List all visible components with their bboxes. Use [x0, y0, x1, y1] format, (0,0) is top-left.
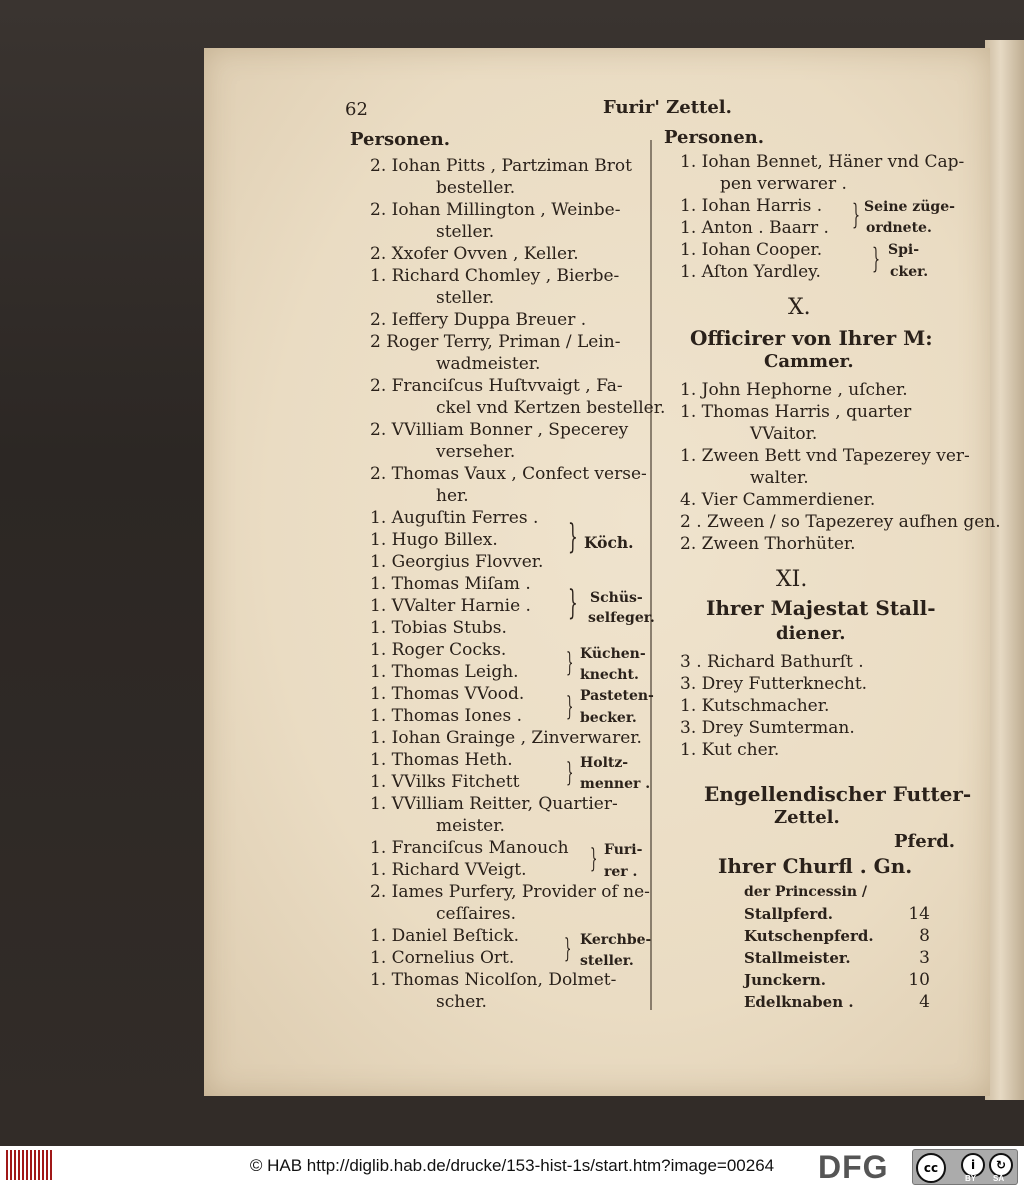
entry-line: 1. Hugo Billex.: [370, 530, 498, 550]
entry-line: 1. John Hephorne , uſcher.: [680, 380, 908, 400]
entry-continuation: her.: [436, 486, 469, 506]
entry-line: 1. Thomas VVood.: [370, 684, 525, 704]
brace-label: steller.: [580, 953, 634, 969]
entry-line: 3 . Richard Bathurſt .: [680, 652, 864, 672]
entry-line: 1. Zween Bett vnd Tapezerey ver-: [680, 446, 970, 466]
entry-line: 1. Thomas Iones .: [370, 706, 523, 726]
brace-glyph: }: [568, 517, 578, 557]
section-xi-subtitle: diener.: [776, 623, 846, 644]
cc-icon: cc: [916, 1153, 946, 1183]
brace-label: Seine züge-: [864, 199, 955, 215]
entry-line: 3. Drey Sumterman.: [680, 718, 855, 738]
entry-line: 1. Thomas Harris , quarter: [680, 402, 912, 422]
futter-subheading: Ihrer Churfl . Gn.: [718, 854, 913, 878]
entry-line: 1. Aſton Yardley.: [680, 262, 821, 282]
brace-label: Küchen-: [580, 646, 646, 662]
brace-glyph: }: [852, 198, 861, 231]
futter-row-value: 14: [908, 904, 930, 924]
futter-title: Engellendischer Futter-: [704, 782, 972, 806]
entry-line: 1. Iohan Harris .: [680, 196, 823, 216]
entry-line: 1. Thomas Nicolſon, Dolmet-: [370, 970, 617, 990]
entry-line: 2. Ieffery Duppa Breuer .: [370, 310, 587, 330]
entry-continuation: ceſſaires.: [436, 904, 517, 924]
entry-continuation: verseher.: [436, 442, 516, 462]
entry-line: 2 Roger Terry, Priman / Lein-: [370, 332, 621, 352]
license-by-label: BY: [965, 1174, 977, 1183]
entry-continuation: steller.: [436, 288, 495, 308]
entry-continuation: besteller.: [436, 178, 516, 198]
futter-row-value: 3: [919, 948, 930, 968]
brace-glyph: }: [566, 758, 574, 788]
right-heading: Personen.: [664, 127, 765, 148]
brace-label: Spi-: [888, 242, 920, 258]
brace-label: knecht.: [580, 667, 639, 683]
entry-line: 1. Richard Chomley , Bierbe-: [370, 266, 620, 286]
brace-glyph: }: [872, 242, 881, 275]
entry-line: 1. Thomas Miſam .: [370, 574, 531, 594]
entry-line: 2. VVilliam Bonner , Specerey: [370, 420, 629, 440]
entry-line: 2 . Zween / so Tapezerey aufhen gen.: [680, 512, 1001, 532]
futter-subheading-2: der Princessin /: [744, 884, 868, 900]
cc-license-badge[interactable]: [912, 1149, 1018, 1185]
entry-line: 1. Kutschmacher.: [680, 696, 830, 716]
entry-line: 4. Vier Cammerdiener.: [680, 490, 876, 510]
futter-row-value: 8: [919, 926, 930, 946]
brace-label: Kerchbe-: [580, 932, 652, 948]
futter-subtitle: Zettel.: [774, 807, 840, 828]
entry-line: 1. Tobias Stubs.: [370, 618, 507, 638]
brace-label: Holtz-: [580, 755, 629, 771]
entry-line: 1. Cornelius Ort.: [370, 948, 515, 968]
entry-line: 1. VValter Harnie .: [370, 596, 531, 616]
entry-line: 1. Anton . Baarr .: [680, 218, 829, 238]
entry-line: 1. Kut cher.: [680, 740, 780, 760]
section-x-title: Officirer von Ihrer M:: [690, 326, 933, 350]
futter-row-value: 10: [908, 970, 930, 990]
left-heading: Personen.: [350, 129, 451, 150]
brace-glyph: }: [566, 648, 574, 678]
entry-continuation: steller.: [436, 222, 495, 242]
section-x-numeral: X.: [788, 295, 811, 320]
entry-continuation: wadmeister.: [436, 354, 541, 374]
entry-line: 1. VVilliam Reitter, Quartier-: [370, 794, 618, 814]
brace-label: selfeger.: [588, 610, 655, 626]
entry-line: 1. Iohan Grainge , Zinverwarer.: [370, 728, 642, 748]
license-sa-label: SA: [993, 1174, 1005, 1183]
brace-label: becker.: [580, 710, 637, 726]
entry-line: 1. Auguſtin Ferres .: [370, 508, 539, 528]
entry-line: 2. Iohan Millington , Weinbe-: [370, 200, 621, 220]
entry-line: 1. Roger Cocks.: [370, 640, 507, 660]
running-title: Furir' Zettel.: [603, 97, 732, 118]
brace-label: cker.: [890, 264, 929, 280]
dfg-logo[interactable]: DFG: [818, 1149, 889, 1185]
entry-line: 2. Zween Thorhüter.: [680, 534, 856, 554]
brace-glyph: }: [568, 583, 578, 623]
entry-continuation: VVaitor.: [750, 424, 818, 444]
brace-label: menner .: [580, 776, 651, 792]
entry-line: 2. Thomas Vaux , Confect verse-: [370, 464, 647, 484]
section-x-subtitle: Cammer.: [764, 351, 854, 372]
copyright-link[interactable]: © HAB http://diglib.hab.de/drucke/153-hist-1s/start.htm?image=00264: [249, 1156, 775, 1175]
entry-continuation: meister.: [436, 816, 505, 836]
section-xi-title: Ihrer Majestat Stall-: [706, 596, 936, 620]
brace-label: Köch.: [584, 533, 634, 552]
brace-label: Schüs-: [590, 590, 643, 606]
entry-line: 1. Daniel Beſtick.: [370, 926, 520, 946]
futter-row-label: Stallmeister.: [744, 949, 851, 967]
sa-icon: ↻: [989, 1153, 1013, 1177]
page-number: 62: [345, 99, 368, 120]
futter-row-label: Kutschenpferd.: [744, 927, 874, 945]
brace-glyph: }: [564, 934, 572, 964]
brace-label: Furi-: [604, 842, 643, 858]
entry-line: 1. VVilks Fitchett: [370, 772, 520, 792]
entry-continuation: scher.: [436, 992, 487, 1012]
futter-row-label: Edelknaben .: [744, 993, 854, 1011]
brace-glyph: }: [566, 692, 574, 722]
entry-line: 1. Franciſcus Manouch: [370, 838, 569, 858]
entry-line: 1. Thomas Heth.: [370, 750, 513, 770]
futter-row-label: Stallpferd.: [744, 905, 833, 923]
entry-line: 2. Franciſcus Huſtvvaigt , Fa-: [370, 376, 623, 396]
brace-label: ordnete.: [866, 220, 932, 236]
entry-continuation: ckel vnd Kertzen besteller.: [436, 398, 666, 418]
entry-line: 3. Drey Futterknecht.: [680, 674, 868, 694]
entry-line: 1. Richard VVeigt.: [370, 860, 527, 880]
futter-column-header: Pferd.: [894, 831, 956, 852]
section-xi-numeral: XI.: [776, 567, 808, 592]
entry-line: 2. Iames Purfery, Provider of ne-: [370, 882, 650, 902]
futter-row-label: Junckern.: [744, 971, 827, 989]
brace-label: rer .: [604, 864, 638, 880]
entry-continuation: pen verwarer .: [720, 174, 847, 194]
column-divider: [650, 140, 652, 1010]
futter-row-value: 4: [919, 992, 930, 1012]
next-page-edge: [985, 40, 1024, 1100]
entry-line: 1. Iohan Bennet, Häner vnd Cap-: [680, 152, 965, 172]
brace-glyph: }: [590, 844, 598, 874]
entry-line: 2. Xxofer Ovven , Keller.: [370, 244, 579, 264]
entry-line: 2. Iohan Pitts , Partziman Brot: [370, 156, 632, 176]
entry-line: 1. Iohan Cooper.: [680, 240, 823, 260]
entry-line: 1. Thomas Leigh.: [370, 662, 519, 682]
entry-line: 1. Georgius Flovver.: [370, 552, 544, 572]
brace-label: Pasteten-: [580, 688, 654, 704]
entry-continuation: walter.: [750, 468, 809, 488]
by-icon: i: [961, 1153, 985, 1177]
